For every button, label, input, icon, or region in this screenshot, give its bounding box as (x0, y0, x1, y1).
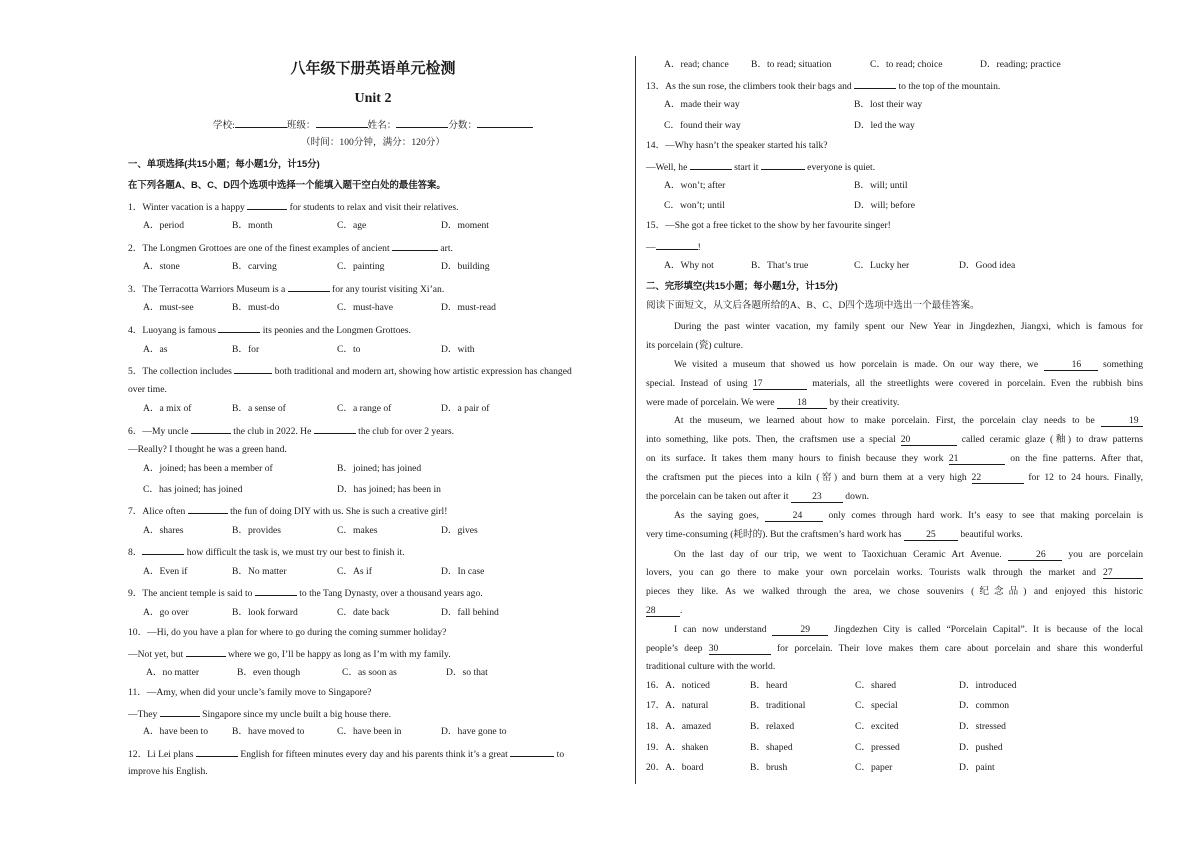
answer-blank[interactable] (510, 747, 554, 757)
question-14: 14．—Why hasn’t the speaker started his talk? (646, 140, 828, 151)
passage-p4-l1: As the saying goes, 24 only comes through hard work. It’s easy to see that making porcelain is (674, 510, 1143, 521)
answer-blank[interactable] (690, 160, 732, 170)
cloze-blank-18[interactable]: 18 (777, 397, 827, 409)
passage-p2-l2: special. Instead of using 17 materials, all the streetlights were covered in porcelain. Even the rubbish bins (646, 378, 1143, 389)
question-9: 9．The ancient temple is said to to the Tang Dynasty, over a thousand years ago. (128, 588, 483, 599)
answer-blank[interactable] (854, 79, 896, 89)
score-field[interactable] (477, 118, 533, 128)
question-15: 15．—She got a free ticket to the show by her favourite singer! (646, 220, 891, 231)
school-field[interactable] (235, 118, 287, 128)
answer-blank[interactable] (314, 424, 356, 434)
cloze-blank-29[interactable]: 29 (772, 624, 828, 636)
cloze-blank-16[interactable]: 16 (1044, 359, 1098, 371)
answer-blank[interactable] (218, 323, 260, 333)
section1-instruction: 在下列各题A、B、C、D四个选项中选择一个能填入题干空白处的最佳答案。 (128, 179, 446, 190)
score-label: 分数： (448, 120, 478, 131)
question-14-reply: —Well, he start it everyone is quiet. (646, 162, 876, 173)
section2-heading: 二、完形填空(共15小题；每小题1分，计15分) (646, 280, 838, 291)
passage-p5-l3: pieces they like. As we walked through the area, we chose souvenirs (纪念品) and enjoyed this historic (646, 586, 1143, 597)
answer-blank[interactable] (656, 240, 698, 250)
question-6: 6．—My uncle the club in 2022. He the club for over 2 years. (128, 426, 455, 437)
question-10-reply: —Not yet, but where we go, I’ll be happy as long as I’m with my family. (128, 649, 451, 660)
question-5-cont: over time. (128, 384, 167, 395)
cloze-blank-21[interactable]: 21 (949, 453, 1005, 465)
answer-blank[interactable] (255, 586, 297, 596)
cloze-blank-27[interactable]: 27 (1103, 567, 1143, 579)
question-5: 5．The collection includes both traditional and modern art, showing how artistic expression has changed (128, 366, 572, 377)
passage-p6-l3: traditional culture with the world. (646, 661, 776, 672)
cloze-blank-19[interactable]: 19 (1101, 415, 1143, 427)
passage-p2-l1: We visited a museum that showed us how porcelain is made. On our way there, we 16 something (674, 359, 1143, 370)
question-2: 2．The Longmen Grottoes are one of the finest examples of ancient art. (128, 243, 453, 254)
passage-p3-l1: At the museum, we learned about how to make porcelain. First, the porcelain clay needs to be 19 (646, 415, 1143, 427)
passage-p3-l3: on its surface. It takes them many hours to finish because they work 21 on the fine patterns. After that, (646, 453, 1143, 464)
answer-blank[interactable] (191, 424, 231, 434)
answer-blank[interactable] (160, 707, 200, 717)
cloze-blank-20[interactable]: 20 (901, 434, 957, 446)
answer-blank[interactable] (142, 545, 184, 555)
question-4: 4．Luoyang is famous its peonies and the Longmen Grottoes. (128, 325, 411, 336)
question-6-reply: —Really? I thought he was a green hand. (128, 444, 287, 455)
question-10: 10．—Hi, do you have a plan for where to go during the coming summer holiday? (128, 627, 447, 638)
time-note: （时间：100分钟，满分：120分） (301, 137, 445, 148)
cloze-blank-28[interactable]: 28 (646, 605, 680, 617)
question-13: 13．As the sun rose, the climbers took their bags and to the top of the mountain. (646, 81, 1001, 92)
passage-p1-l2: its porcelain (瓷) culture. (646, 340, 743, 351)
name-field[interactable] (396, 118, 448, 128)
passage-p6-l1: I can now understand 29 Jingdezhen City is called “Porcelain Capital”. It is because of the local (674, 624, 1143, 635)
cloze-blank-24[interactable]: 24 (765, 510, 823, 522)
answer-blank[interactable] (761, 160, 805, 170)
cloze-blank-25[interactable]: 25 (904, 529, 958, 541)
passage-p2-l3: were made of porcelain. We were 18 by their creativity. (646, 397, 900, 408)
answer-blank[interactable] (188, 504, 228, 514)
class-label: 班级： (286, 120, 316, 131)
passage-p5-l4: 28 . (646, 605, 683, 616)
passage-p6-l2: people’s deep 30 for porcelain. Their love makes them care about porcelain and share this wonderful (646, 643, 1143, 654)
cloze-blank-22[interactable]: 22 (972, 472, 1024, 484)
section1-heading: 一、单项选择(共15小题；每小题1分，计15分) (128, 158, 320, 169)
column-divider (635, 56, 636, 784)
question-11-reply: —They Singapore since my uncle built a big house there. (128, 709, 392, 720)
section2-instruction: 阅读下面短文，从文后各题所给的A、B、C、D四个选项中选出一个最佳答案。 (646, 300, 980, 311)
class-field[interactable] (316, 118, 368, 128)
cloze-blank-17[interactable]: 17 (753, 378, 807, 390)
page-title: 八年级下册英语单元检测 (290, 60, 456, 77)
question-12-cont: improve his English. (128, 766, 208, 777)
answer-blank[interactable] (392, 241, 438, 251)
answer-blank[interactable] (234, 364, 272, 374)
question-1: 1．Winter vacation is a happy for students to relax and visit their relatives. (128, 202, 459, 213)
cloze-blank-23[interactable]: 23 (791, 491, 843, 503)
passage-p5-l1: On the last day of our trip, we went to Taoxichuan Ceramic Art Avenue. 26 you are porcelain (674, 549, 1143, 560)
question-12: 12．Li Lei plans English for fifteen minutes every day and his parents think it’s a great to (128, 749, 565, 760)
name-label: 姓名： (367, 120, 397, 131)
question-8: 8． how difficult the task is, we must try our best to finish it. (128, 547, 405, 558)
answer-blank[interactable] (196, 747, 238, 757)
passage-p4-l2: very time-consuming (耗时的). But the craftsmen’s hard work has 25 beautiful works. (646, 529, 1023, 540)
school-label: 学校: (212, 120, 235, 131)
passage-p3-l2: into something, like pots. Then, the craftsmen use a special 20 called ceramic glaze (釉) to draw patterns (646, 434, 1143, 445)
cloze-blank-26[interactable]: 26 (1008, 549, 1062, 561)
passage-p3-l4: the craftsmen put the pieces into a kiln (窑) and burn them at a very high 22 for 12 to 24 hours. Finally, (646, 472, 1143, 483)
answer-blank[interactable] (288, 282, 330, 292)
answer-blank[interactable] (186, 647, 226, 657)
passage-p1-l1: During the past winter vacation, my family spent our New Year in Jingdezhen, Jiangxi, which is famous for (674, 321, 1143, 332)
question-11: 11．—Amy, when did your uncle’s family move to Singapore? (128, 687, 372, 698)
question-7: 7．Alice often the fun of doing DIY with us. She is such a creative girl! (128, 506, 448, 517)
passage-p3-l5: the porcelain can be taken out after it 23 down. (646, 491, 870, 502)
question-15-reply: — ! (646, 242, 701, 253)
student-info-line (128, 118, 618, 132)
question-3: 3．The Terracotta Warriors Museum is a for any tourist visiting Xi’an. (128, 284, 445, 295)
answer-blank[interactable] (247, 200, 287, 210)
unit-title: Unit 2 (354, 91, 392, 106)
cloze-blank-30[interactable]: 30 (709, 643, 771, 655)
passage-p5-l2: lovers, you can go there to make your own porcelain works. Tourists walk through the market and 27 (646, 567, 1143, 579)
